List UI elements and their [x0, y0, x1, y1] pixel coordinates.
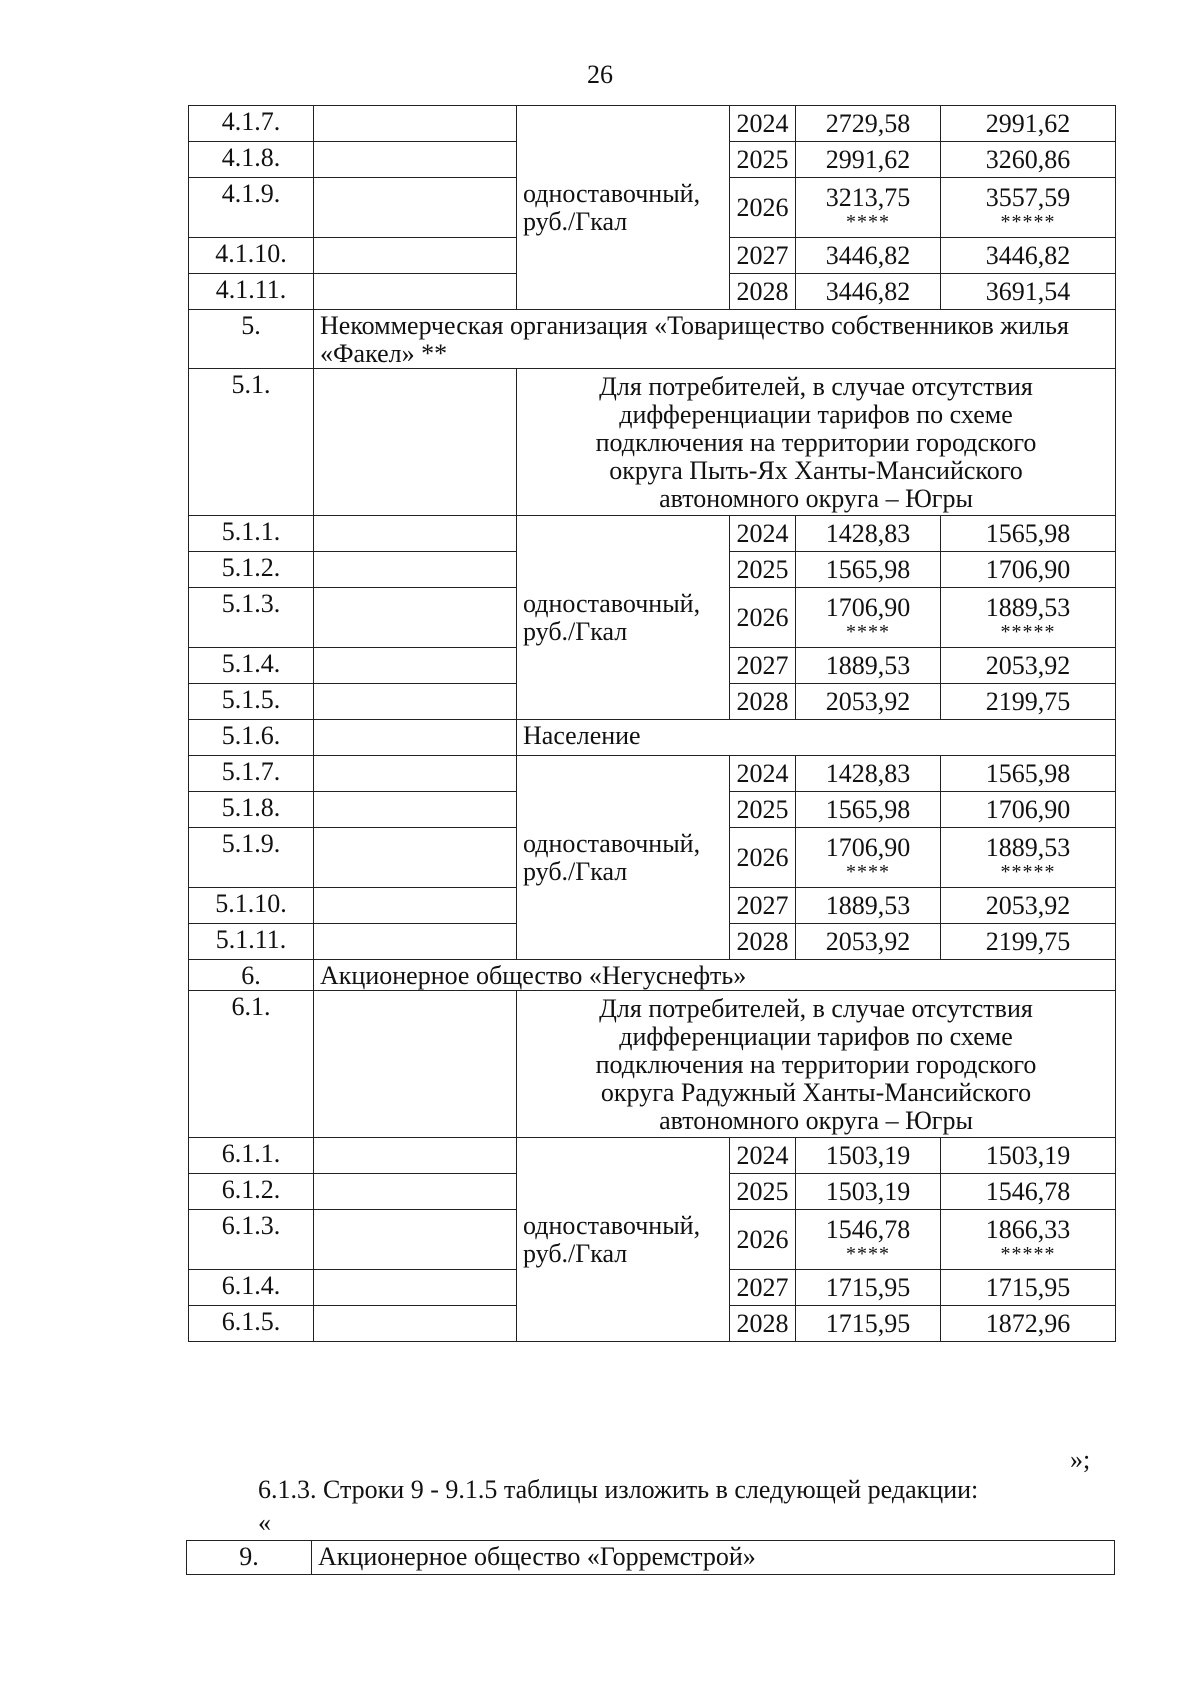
row-number: 5.1.5. [189, 684, 314, 720]
row-number: 6.1.5. [189, 1306, 314, 1342]
row-number: 6.1.4. [189, 1270, 314, 1306]
year-cell: 2027 [730, 1270, 796, 1306]
subsection-row [189, 991, 1116, 1138]
tariff-value-second-half [941, 178, 1116, 238]
empty-cell [314, 1270, 517, 1306]
tariff-value-second-half [941, 552, 1116, 588]
empty-cell [314, 828, 517, 888]
empty-cell [314, 720, 517, 756]
empty-cell [314, 1174, 517, 1210]
tariff-value-second-half [941, 516, 1116, 552]
empty-cell [314, 756, 517, 792]
value-text: 1715,95 [825, 1308, 911, 1338]
tariff-value-first-half [796, 888, 941, 924]
value-text: 1889,53 [825, 890, 911, 920]
tariff-value-first-half [796, 1306, 941, 1342]
row-number: 6.1.3. [189, 1210, 314, 1270]
year-cell: 2024 [730, 106, 796, 142]
value-text: 1866,33 [985, 1214, 1071, 1244]
value-text: 2199,75 [985, 926, 1071, 956]
table-row [189, 756, 1116, 792]
value-text: 2053,92 [825, 686, 911, 716]
year-cell: 2028 [730, 684, 796, 720]
row-number: 5.1.8. [189, 792, 314, 828]
tariff-value-first-half [796, 1270, 941, 1306]
value-text: 3557,59 [985, 182, 1071, 212]
footnote-mark: ***** [1000, 620, 1056, 643]
closing-quote: »; [1070, 1445, 1091, 1474]
table-row [189, 1138, 1116, 1174]
tariff-value-first-half [796, 178, 941, 238]
consumer-category: Для потребителей, в случае отсутствия дифференциации тарифов по схеме подключения на территории городского округа Пыть-Ях Ханты-Мансийского автономного округа – Югры [517, 369, 1116, 516]
tariff-value-second-half [941, 756, 1116, 792]
empty-cell [314, 924, 517, 960]
empty-cell [314, 516, 517, 552]
tariff-value-first-half [796, 238, 941, 274]
tariff-value-first-half [796, 106, 941, 142]
amendment-table [186, 1540, 1115, 1575]
value-text: 1565,98 [985, 518, 1071, 548]
value-text: 2729,58 [825, 108, 911, 138]
value-text: 1565,98 [985, 758, 1071, 788]
value-text: 1428,83 [825, 758, 911, 788]
tariff-table [188, 105, 1116, 1342]
tariff-value-second-half [941, 828, 1116, 888]
table-row [187, 1541, 1115, 1575]
tariff-value-first-half [796, 684, 941, 720]
tariff-unit: одноставочный, руб./Гкал [517, 1138, 730, 1342]
empty-cell [314, 888, 517, 924]
tariff-value-second-half [941, 142, 1116, 178]
footnote-mark: ***** [1000, 860, 1056, 883]
empty-cell [314, 142, 517, 178]
value-text: 1503,19 [985, 1140, 1071, 1170]
opening-quote: « [258, 1508, 271, 1537]
year-cell: 2027 [730, 238, 796, 274]
tariff-value-first-half [796, 792, 941, 828]
value-text: 1872,96 [985, 1308, 1071, 1338]
value-text: 1889,53 [985, 592, 1071, 622]
value-text: 1889,53 [985, 832, 1071, 862]
value-text: 1503,19 [825, 1140, 911, 1170]
empty-cell [314, 792, 517, 828]
value-text: 2199,75 [985, 686, 1071, 716]
value-text: 2053,92 [985, 650, 1071, 680]
value-text: 2991,62 [825, 144, 911, 174]
row-number: 5.1.4. [189, 648, 314, 684]
row-number: 4.1.8. [189, 142, 314, 178]
footnote-mark: **** [846, 620, 890, 643]
tariff-value-first-half [796, 648, 941, 684]
tariff-value-second-half [941, 888, 1116, 924]
empty-cell [314, 238, 517, 274]
row-number: 5.1.7. [189, 756, 314, 792]
tariff-value-second-half [941, 1306, 1116, 1342]
row-number: 6.1.2. [189, 1174, 314, 1210]
tariff-value-second-half [941, 274, 1116, 310]
value-text: 3260,86 [985, 144, 1071, 174]
value-text: 1706,90 [825, 592, 911, 622]
consumer-category: Население [517, 720, 1116, 756]
tariff-value-second-half [941, 1270, 1116, 1306]
year-cell: 2024 [730, 516, 796, 552]
org-row [189, 960, 1116, 991]
consumer-category: Для потребителей, в случае отсутствия дифференциации тарифов по схеме подключения на территории городского округа Радужный Ханты-Мансийского автономного округа – Югры [517, 991, 1116, 1138]
tariff-value-first-half [796, 756, 941, 792]
subsection-row [189, 369, 1116, 516]
empty-cell [314, 552, 517, 588]
population-row [189, 720, 1116, 756]
year-cell: 2028 [730, 1306, 796, 1342]
amendment-paragraph: 6.1.3. Строки 9 - 9.1.5 таблицы изложить в следующей редакции: [258, 1475, 979, 1504]
footnote-mark: ***** [1000, 210, 1056, 233]
tariff-value-first-half [796, 828, 941, 888]
empty-cell [314, 648, 517, 684]
row-number: 5. [189, 310, 314, 369]
tariff-value-second-half [941, 1210, 1116, 1270]
row-number: 4.1.10. [189, 238, 314, 274]
empty-cell [314, 1306, 517, 1342]
tariff-value-first-half [796, 1138, 941, 1174]
value-text: 1889,53 [825, 650, 911, 680]
tariff-unit: одноставочный, руб./Гкал [517, 756, 730, 960]
value-text: 3213,75 [825, 182, 911, 212]
value-text: 2991,62 [985, 108, 1071, 138]
tariff-value-second-half [941, 588, 1116, 648]
tariff-value-first-half [796, 1174, 941, 1210]
org-name: Акционерное общество «Горремстрой» [312, 1541, 1115, 1575]
org-name: Некоммерческая организация «Товарищество собственников жилья «Факел» ** [314, 310, 1116, 369]
table-row [189, 106, 1116, 142]
row-number: 4.1.9. [189, 178, 314, 238]
row-number: 5.1.9. [189, 828, 314, 888]
value-text: 1706,90 [985, 554, 1071, 584]
tariff-value-second-half [941, 106, 1116, 142]
tariff-value-first-half [796, 142, 941, 178]
row-number: 6.1.1. [189, 1138, 314, 1174]
tariff-unit: одноставочный, руб./Гкал [517, 106, 730, 310]
value-text: 3446,82 [825, 240, 911, 270]
year-cell: 2027 [730, 888, 796, 924]
tariff-unit: одноставочный, руб./Гкал [517, 516, 730, 720]
value-text: 1715,95 [985, 1272, 1071, 1302]
footnote-mark: **** [846, 210, 890, 233]
tariff-value-second-half [941, 1138, 1116, 1174]
row-number: 5.1.6. [189, 720, 314, 756]
year-cell: 2024 [730, 756, 796, 792]
tariff-value-second-half [941, 684, 1116, 720]
footnote-mark: ***** [1000, 1242, 1056, 1265]
year-cell: 2028 [730, 924, 796, 960]
value-text: 3446,82 [825, 276, 911, 306]
table-row [189, 516, 1116, 552]
row-number: 4.1.7. [189, 106, 314, 142]
year-cell: 2025 [730, 1174, 796, 1210]
tariff-value-second-half [941, 792, 1116, 828]
value-text: 1565,98 [825, 794, 911, 824]
row-number: 5.1.11. [189, 924, 314, 960]
value-text: 3446,82 [985, 240, 1071, 270]
row-number: 5.1.2. [189, 552, 314, 588]
year-cell: 2025 [730, 552, 796, 588]
value-text: 1546,78 [825, 1214, 911, 1244]
value-text: 1565,98 [825, 554, 911, 584]
value-text: 2053,92 [825, 926, 911, 956]
year-cell: 2024 [730, 1138, 796, 1174]
tariff-value-second-half [941, 1174, 1116, 1210]
row-number: 9. [187, 1541, 312, 1575]
value-text: 1546,78 [985, 1176, 1071, 1206]
year-cell: 2026 [730, 828, 796, 888]
value-text: 1706,90 [985, 794, 1071, 824]
org-name: Акционерное общество «Негуснефть» [314, 960, 1116, 991]
empty-cell [314, 991, 517, 1138]
empty-cell [314, 684, 517, 720]
tariff-value-second-half [941, 924, 1116, 960]
tariff-value-first-half [796, 1210, 941, 1270]
tariff-value-second-half [941, 648, 1116, 684]
value-text: 2053,92 [985, 890, 1071, 920]
empty-cell [314, 106, 517, 142]
footnote-mark: **** [846, 860, 890, 883]
value-text: 1503,19 [825, 1176, 911, 1206]
year-cell: 2028 [730, 274, 796, 310]
tariff-value-first-half [796, 274, 941, 310]
tariff-value-second-half [941, 238, 1116, 274]
row-number: 5.1. [189, 369, 314, 516]
year-cell: 2025 [730, 792, 796, 828]
empty-cell [314, 1138, 517, 1174]
row-number: 5.1.1. [189, 516, 314, 552]
year-cell: 2025 [730, 142, 796, 178]
page-number: 26 [587, 60, 613, 89]
empty-cell [314, 369, 517, 516]
empty-cell [314, 1210, 517, 1270]
value-text: 1428,83 [825, 518, 911, 548]
footnote-mark: **** [846, 1242, 890, 1265]
empty-cell [314, 274, 517, 310]
year-cell: 2027 [730, 648, 796, 684]
empty-cell [314, 178, 517, 238]
year-cell: 2026 [730, 588, 796, 648]
row-number: 6.1. [189, 991, 314, 1138]
empty-cell [314, 588, 517, 648]
row-number: 6. [189, 960, 314, 991]
tariff-value-first-half [796, 924, 941, 960]
year-cell: 2026 [730, 1210, 796, 1270]
value-text: 1715,95 [825, 1272, 911, 1302]
tariff-value-first-half [796, 516, 941, 552]
tariff-value-first-half [796, 552, 941, 588]
year-cell: 2026 [730, 178, 796, 238]
tariff-value-first-half [796, 588, 941, 648]
row-number: 5.1.10. [189, 888, 314, 924]
org-row [189, 310, 1116, 369]
value-text: 1706,90 [825, 832, 911, 862]
value-text: 3691,54 [985, 276, 1071, 306]
row-number: 5.1.3. [189, 588, 314, 648]
row-number: 4.1.11. [189, 274, 314, 310]
